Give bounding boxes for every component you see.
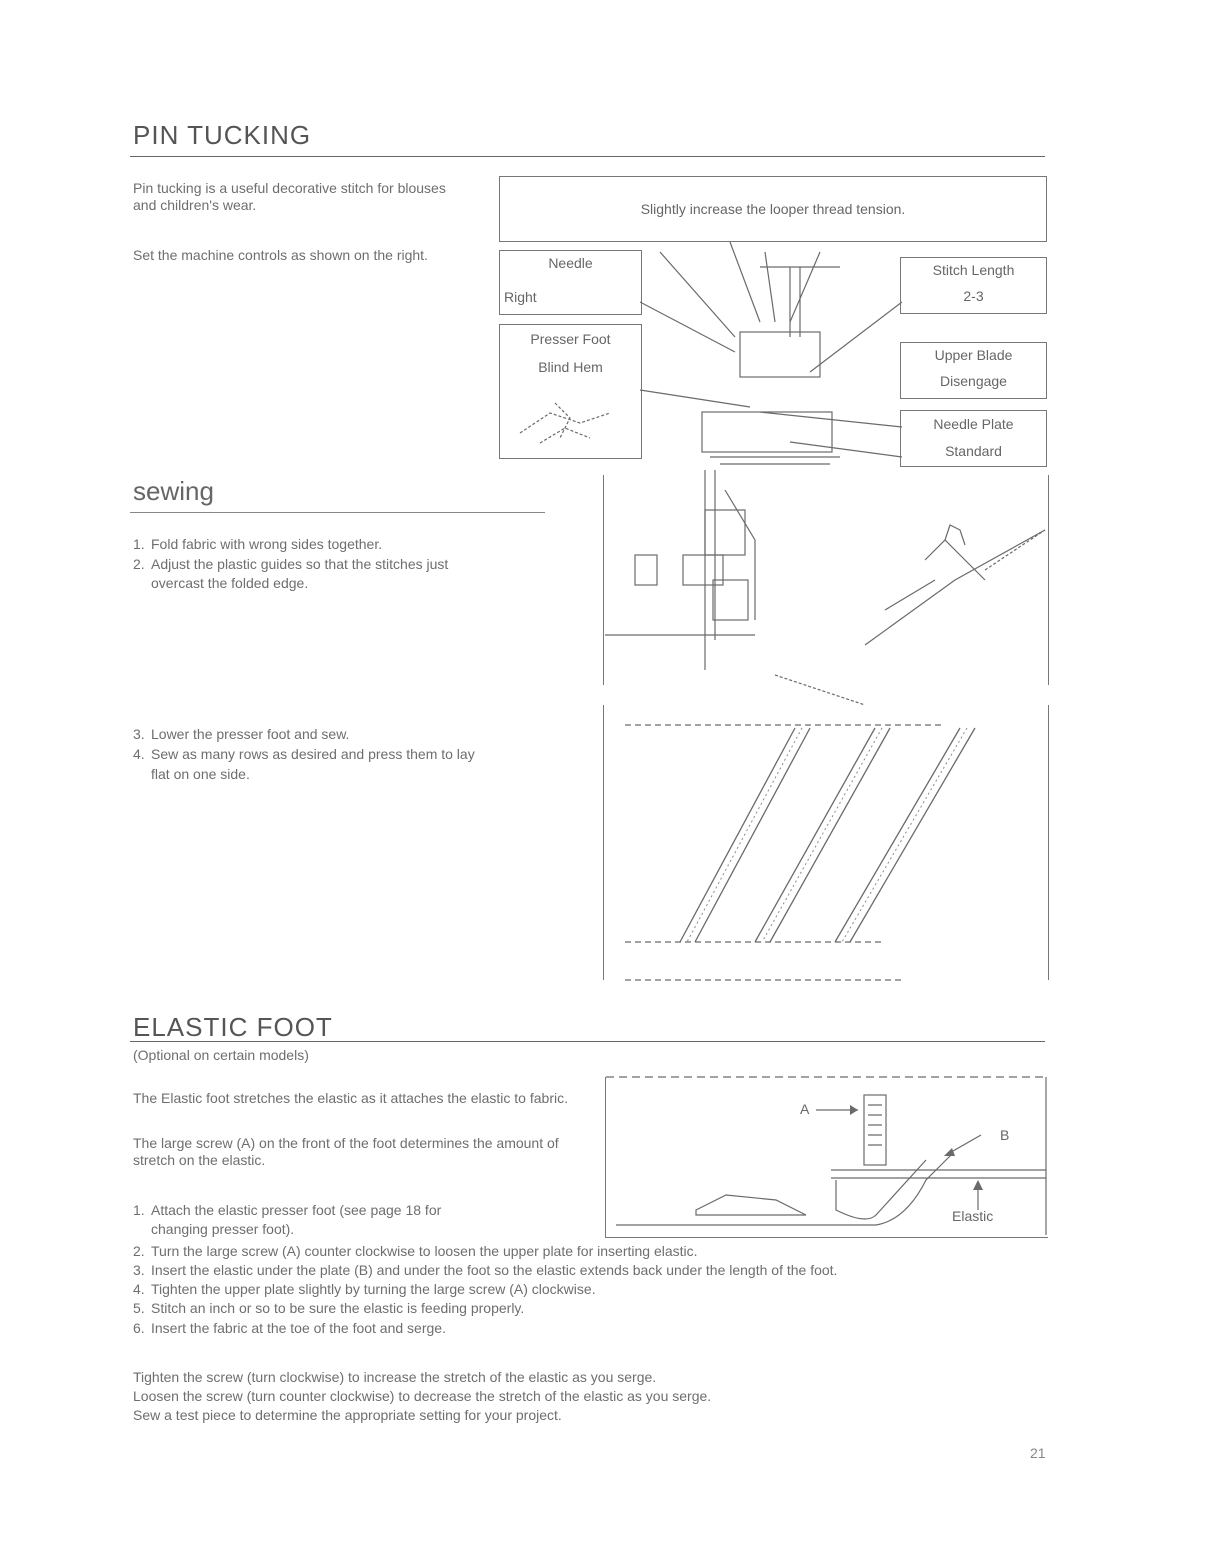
- pin-tucking-intro-1: Pin tucking is a useful decorative stitch for blouses and children's wear.: [133, 180, 446, 213]
- serger-machine-sketch: [640, 242, 902, 467]
- presser-foot-label: Presser Foot: [530, 331, 611, 347]
- sewing-rule: [130, 512, 545, 513]
- sewing-step-4: [133, 746, 475, 763]
- blind-hem-foot-sketch: [510, 383, 630, 453]
- step-text: Fold fabric with wrong sides together.: [151, 536, 383, 552]
- needle-plate-label: Needle Plate: [933, 416, 1014, 432]
- tension-note: Slightly increase the looper thread tension.: [640, 201, 906, 217]
- step-number: 2.: [133, 556, 145, 572]
- step-text: Turn the large screw (A) counter clockwise to loosen the upper plate for inserting elastic.: [151, 1243, 698, 1259]
- stitch-length-setting-box: [900, 257, 1047, 314]
- figure-label-b: B: [1000, 1127, 1010, 1143]
- elastic-step-1-cont: changing presser foot).: [151, 1221, 295, 1237]
- step-number: 4.: [133, 1281, 145, 1297]
- upper-blade-value: Disengage: [940, 373, 1007, 389]
- step-number: 5.: [133, 1300, 145, 1316]
- presser-foot-setting-box: [499, 324, 642, 459]
- stitch-length-label: Stitch Length: [932, 262, 1015, 278]
- tension-note-box: [499, 176, 1047, 242]
- elastic-note-1: Tighten the screw (turn clockwise) to increase the stretch of the elastic as you serge.: [133, 1369, 657, 1385]
- step-text: flat on one side.: [151, 766, 250, 782]
- elastic-step-2: [133, 1243, 698, 1260]
- sewing-step-3: [133, 726, 349, 743]
- elastic-foot-intro-1: The Elastic foot stretches the elastic as it attaches the elastic to fabric.: [133, 1090, 568, 1106]
- needle-value: Right: [504, 289, 537, 305]
- step-text: overcast the folded edge.: [151, 575, 309, 591]
- elastic-foot-rule: [130, 1041, 1045, 1042]
- sewing-step-2: [133, 556, 448, 573]
- elastic-step-1: [133, 1202, 441, 1219]
- step-text: Sew as many rows as desired and press them to lay: [151, 746, 475, 762]
- step-number: 1.: [133, 1202, 145, 1218]
- pin-tucking-rule: [130, 156, 1045, 157]
- step-text: Attach the elastic presser foot (see page 18 for: [151, 1202, 442, 1218]
- step-text: Stitch an inch or so to be sure the elastic is feeding properly.: [151, 1300, 525, 1316]
- step-text: Adjust the plastic guides so that the stitches just: [151, 556, 449, 572]
- pin-tucking-title: PIN TUCKING: [133, 120, 312, 150]
- step-text: Insert the fabric at the toe of the foot and serge.: [151, 1320, 446, 1336]
- sewing-step-2-cont: [133, 575, 308, 592]
- elastic-note-3: Sew a test piece to determine the appropriate setting for your project.: [133, 1407, 562, 1423]
- elastic-step-3: [133, 1262, 837, 1279]
- elastic-foot-subtitle: (Optional on certain models): [133, 1047, 309, 1063]
- elastic-step-6: [133, 1320, 446, 1337]
- elastic-step-4: [133, 1281, 596, 1298]
- upper-blade-setting-box: [900, 342, 1047, 399]
- page-number: 21: [1030, 1445, 1046, 1461]
- sewing-step-4-cont: [133, 766, 250, 783]
- stitch-length-value: 2-3: [963, 288, 984, 304]
- upper-blade-label: Upper Blade: [934, 347, 1013, 363]
- pin-tucks-sketch: [605, 710, 1050, 985]
- step-number: 3.: [133, 1262, 145, 1278]
- elastic-foot-intro-2: The large screw (A) on the front of the foot determines the amount of stretch on the elastic.: [133, 1135, 559, 1168]
- presser-foot-value: Blind Hem: [538, 359, 603, 375]
- step-number: 2.: [133, 1243, 145, 1259]
- sewing-step-1: [133, 536, 382, 553]
- folded-fabric-under-foot-sketch: [605, 470, 1050, 710]
- figure-label-elastic: Elastic: [952, 1208, 994, 1224]
- pin-tucking-intro-2: Set the machine controls as shown on the right.: [133, 247, 428, 263]
- step-text: Lower the presser foot and sew.: [151, 726, 350, 742]
- step-number: 6.: [133, 1320, 145, 1336]
- step-number: 3.: [133, 726, 145, 742]
- step-number: 1.: [133, 536, 145, 552]
- needle-plate-setting-box: [900, 410, 1047, 467]
- elastic-note-2: Loosen the screw (turn counter clockwise) to decrease the stretch of the elastic as you serge.: [133, 1388, 712, 1404]
- needle-plate-value: Standard: [945, 443, 1002, 459]
- figure-label-a: A: [800, 1101, 810, 1117]
- needle-setting-box: [499, 250, 642, 315]
- elastic-foot-title: ELASTIC FOOT: [133, 1012, 333, 1042]
- needle-label: Needle: [548, 255, 593, 271]
- step-number: 4.: [133, 746, 145, 762]
- sewing-title: sewing: [133, 476, 214, 506]
- step-text: Tighten the upper plate slightly by turning the large screw (A) clockwise.: [151, 1281, 596, 1297]
- elastic-step-5: [133, 1300, 524, 1317]
- step-text: Insert the elastic under the plate (B) and under the foot so the elastic extends back under the length of the foot.: [151, 1262, 838, 1278]
